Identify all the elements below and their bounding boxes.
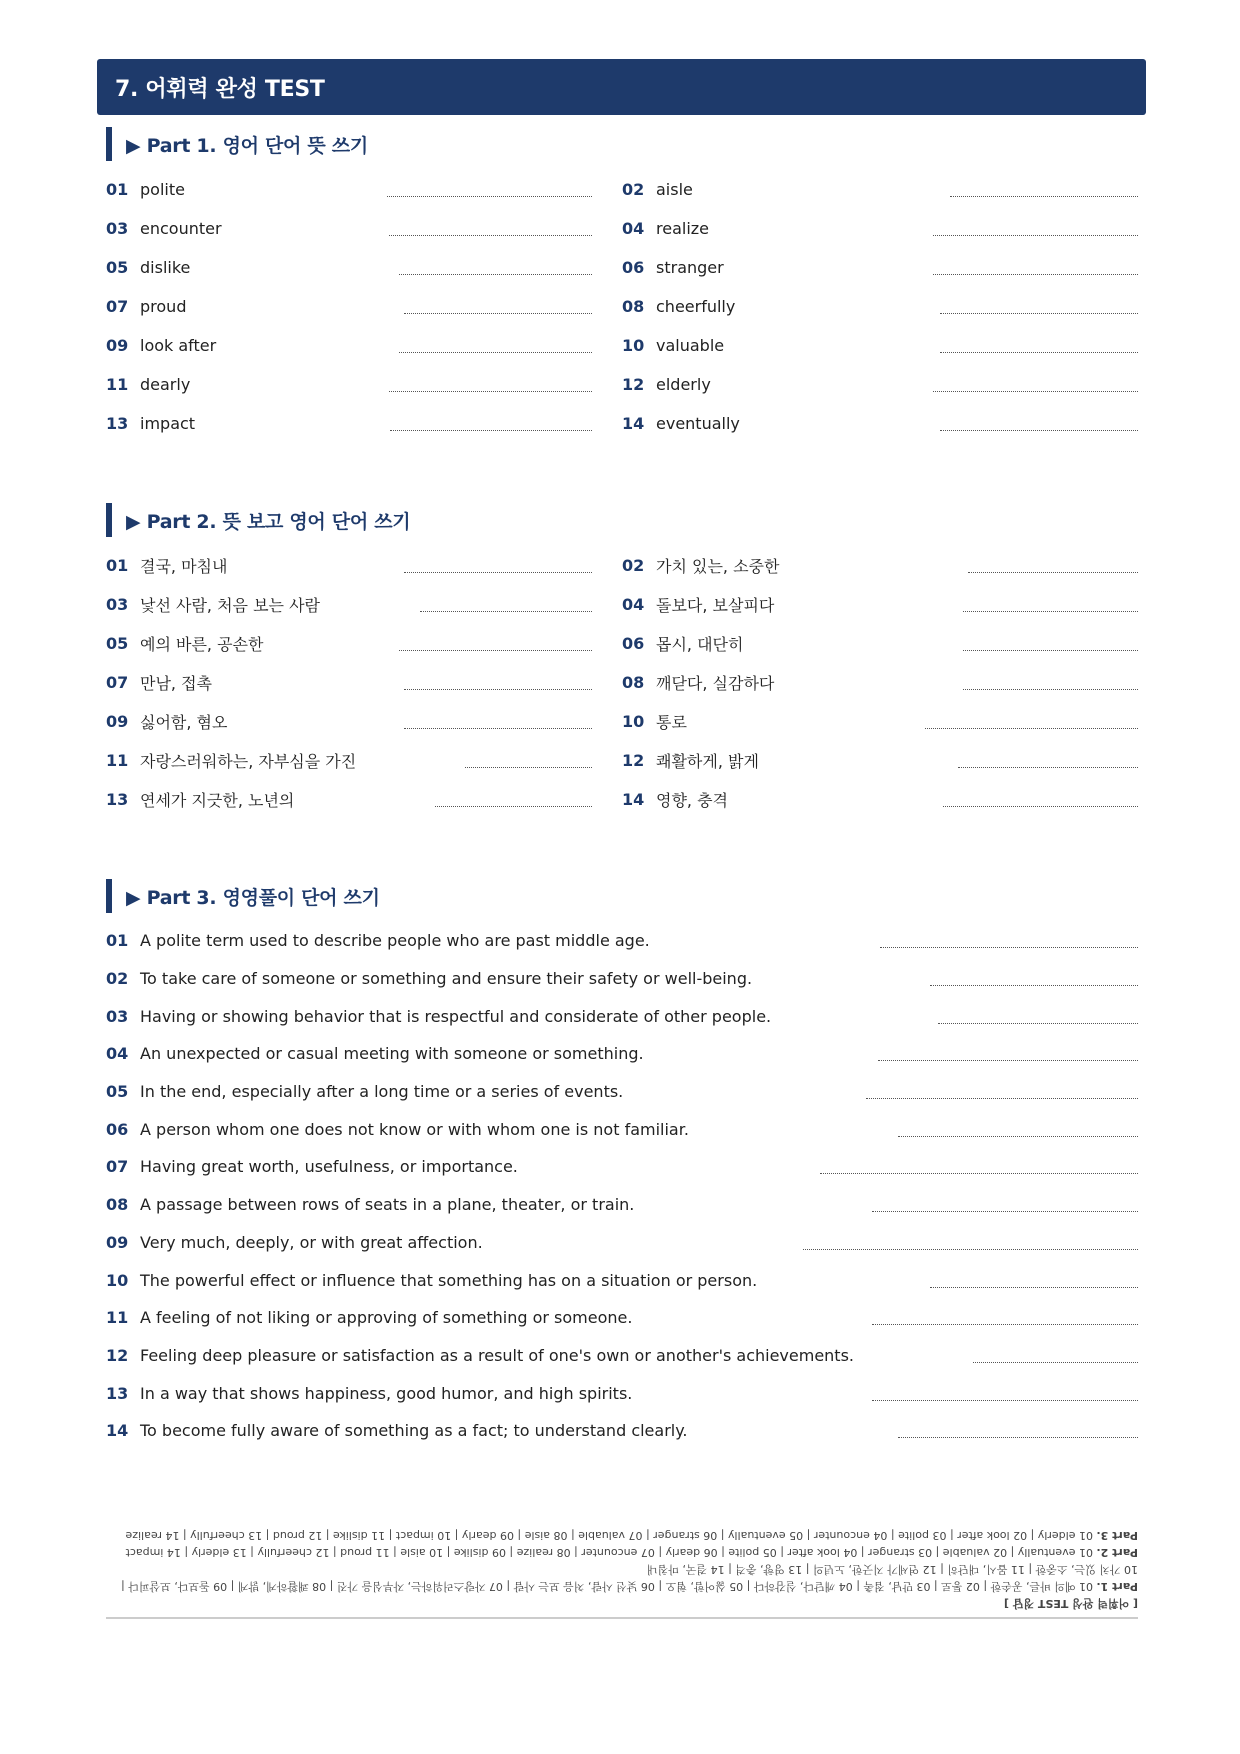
question-number: 09 <box>106 336 129 355</box>
answer-blank[interactable] <box>387 196 592 197</box>
answer-blank[interactable] <box>938 1023 1138 1024</box>
question-item <box>106 170 622 209</box>
definition-text: In a way that shows happiness, good humor, and high spirits. <box>140 1383 633 1403</box>
answer-blank[interactable] <box>940 430 1138 431</box>
question-number: 12 <box>622 751 645 770</box>
part2-grid <box>106 546 1138 819</box>
question-text: stranger <box>656 258 724 277</box>
question-number: 12 <box>622 375 645 394</box>
question-item <box>106 780 622 819</box>
answer-blank[interactable] <box>963 689 1138 690</box>
question-item <box>622 170 1138 209</box>
question-number: 11 <box>106 1308 129 1328</box>
question-number: 03 <box>106 1006 129 1026</box>
part1-title: ▶ Part 1. 영어 단어 뜻 쓰기 <box>106 127 368 161</box>
question-number: 10 <box>622 712 645 731</box>
question-item <box>106 248 622 287</box>
answer-part2-label: Part 2. <box>1096 1546 1138 1559</box>
definition-text: A polite term used to describe people who are past middle age. <box>140 931 650 951</box>
question-number: 11 <box>106 375 129 394</box>
part2-title: ▶ Part 2. 뜻 보고 영어 단어 쓰기 <box>106 503 410 537</box>
answer-blank[interactable] <box>872 1400 1138 1401</box>
answer-blank[interactable] <box>930 1287 1138 1288</box>
question-item <box>622 365 1138 404</box>
answer-blank[interactable] <box>940 313 1138 314</box>
question-item <box>622 209 1138 248</box>
question-text: 통로 <box>656 713 687 732</box>
question-item <box>106 960 1138 998</box>
answer-blank[interactable] <box>399 650 592 651</box>
question-item <box>106 365 622 404</box>
question-item <box>106 546 622 585</box>
question-number: 02 <box>106 969 129 989</box>
section-header <box>97 59 1146 115</box>
definition-text: A person whom one does not know or with whom one is not familiar. <box>140 1119 689 1139</box>
answer-blank[interactable] <box>390 430 592 431</box>
answer-blank[interactable] <box>930 985 1138 986</box>
question-number: 10 <box>106 1270 129 1290</box>
answer-blank[interactable] <box>866 1098 1138 1099</box>
definition-text: A feeling of not liking or approving of something or someone. <box>140 1308 633 1328</box>
answer-key <box>106 1510 1138 1612</box>
answer-blank[interactable] <box>933 235 1138 236</box>
answer-blank[interactable] <box>404 572 592 573</box>
question-number: 02 <box>622 180 645 199</box>
question-item <box>622 780 1138 819</box>
answer-blank[interactable] <box>898 1136 1138 1137</box>
question-text: eventually <box>656 414 740 433</box>
answer-blank[interactable] <box>958 767 1138 768</box>
question-text: 영향, 충격 <box>656 791 728 810</box>
question-item <box>106 997 1138 1035</box>
definition-text: Having great worth, usefulness, or importance. <box>140 1157 518 1177</box>
question-item <box>106 209 622 248</box>
question-text: 쾌활하게, 밝게 <box>656 752 759 771</box>
question-number: 08 <box>106 1195 129 1215</box>
question-text: 자랑스러워하는, 자부심을 가진 <box>140 752 357 771</box>
answer-blank[interactable] <box>420 611 592 612</box>
question-text: dearly <box>140 375 191 394</box>
bottom-divider <box>106 1617 1138 1619</box>
definition-text: A passage between rows of seats in a plane, theater, or train. <box>140 1195 635 1215</box>
part3-title: ▶ Part 3. 영영풀이 단어 쓰기 <box>106 879 380 913</box>
question-number: 14 <box>622 790 645 809</box>
question-item <box>622 404 1138 443</box>
question-number: 10 <box>622 336 645 355</box>
answer-blank[interactable] <box>933 274 1138 275</box>
question-number: 04 <box>622 219 645 238</box>
answer-blank[interactable] <box>872 1211 1138 1212</box>
question-text: dislike <box>140 258 191 277</box>
question-text: polite <box>140 180 185 199</box>
question-item <box>622 326 1138 365</box>
definition-text: In the end, especially after a long time or a series of events. <box>140 1082 624 1102</box>
answer-blank[interactable] <box>389 235 592 236</box>
answer-blank[interactable] <box>925 728 1138 729</box>
question-item <box>106 1073 1138 1111</box>
question-item <box>106 702 622 741</box>
answer-blank[interactable] <box>404 313 592 314</box>
question-number: 09 <box>106 712 129 731</box>
question-text: aisle <box>656 180 693 199</box>
question-number: 01 <box>106 556 129 575</box>
question-text: elderly <box>656 375 711 394</box>
question-text: cheerfully <box>656 297 736 316</box>
question-number: 05 <box>106 634 129 653</box>
answer-blank[interactable] <box>963 611 1138 612</box>
question-text: 낯선 사람, 처음 보는 사람 <box>140 596 320 615</box>
question-item <box>106 1299 1138 1337</box>
question-item <box>106 624 622 663</box>
question-item <box>106 1374 1138 1412</box>
question-number: 01 <box>106 180 129 199</box>
question-text: encounter <box>140 219 222 238</box>
definition-text: The powerful effect or influence that something has on a situation or person. <box>140 1270 758 1290</box>
answer-blank[interactable] <box>963 650 1138 651</box>
question-number: 13 <box>106 1383 129 1403</box>
question-text: 결국, 마침내 <box>140 557 228 576</box>
part1-grid <box>106 170 1138 443</box>
question-text: look after <box>140 336 217 355</box>
answer-blank[interactable] <box>898 1437 1138 1438</box>
answer-key-title: [ 어휘력 완성 TEST 정답 ] <box>1003 1597 1138 1610</box>
question-item <box>622 741 1138 780</box>
question-number: 02 <box>622 556 645 575</box>
question-item <box>106 1261 1138 1299</box>
question-number: 12 <box>106 1345 129 1365</box>
question-item <box>622 624 1138 663</box>
definition-text: An unexpected or casual meeting with someone or something. <box>140 1044 644 1064</box>
question-number: 08 <box>622 297 645 316</box>
answer-blank[interactable] <box>933 391 1138 392</box>
answer-part2-text: 01 eventually | 02 valuable | 03 stranger | 04 look after | 05 polite | 06 dearly | 07 encounter | 08 realize | 09 dislike | 10 aisle | 11 proud | 12 cheerfully | 13 elderly | 14 impact <box>125 1546 1093 1559</box>
answer-part3-label: Part 3. <box>1096 1529 1138 1542</box>
question-item <box>106 1412 1138 1450</box>
answer-key-part1 <box>106 1561 1138 1595</box>
answer-blank[interactable] <box>878 1060 1138 1061</box>
question-text: 연세가 지긋한, 노년의 <box>140 791 295 810</box>
question-number: 14 <box>106 1421 129 1441</box>
answer-blank[interactable] <box>940 352 1138 353</box>
question-item <box>106 1186 1138 1224</box>
question-text: 몹시, 대단히 <box>656 635 744 654</box>
question-item <box>622 663 1138 702</box>
definition-text: To take care of someone or something and ensure their safety or well-being. <box>140 969 753 989</box>
question-item <box>106 287 622 326</box>
question-text: 싫어함, 혐오 <box>140 713 228 732</box>
question-item <box>106 1110 1138 1148</box>
answer-blank[interactable] <box>404 689 592 690</box>
answer-blank[interactable] <box>880 947 1138 948</box>
question-number: 06 <box>106 1119 129 1139</box>
question-number: 07 <box>106 1157 129 1177</box>
answer-blank[interactable] <box>389 391 592 392</box>
question-number: 13 <box>106 790 129 809</box>
part3-list <box>106 922 1138 1450</box>
answer-blank[interactable] <box>973 1362 1138 1363</box>
question-number: 14 <box>622 414 645 433</box>
answer-blank[interactable] <box>968 572 1138 573</box>
question-item <box>622 585 1138 624</box>
question-text: 만남, 접촉 <box>140 674 212 693</box>
answer-blank[interactable] <box>872 1324 1138 1325</box>
answer-key-part3 <box>106 1527 1138 1544</box>
question-text: 깨닫다, 실감하다 <box>656 674 775 693</box>
question-number: 03 <box>106 595 129 614</box>
question-item <box>106 326 622 365</box>
answer-blank[interactable] <box>465 767 592 768</box>
question-number: 09 <box>106 1232 129 1252</box>
question-item <box>106 922 1138 960</box>
answer-blank[interactable] <box>950 196 1138 197</box>
question-item <box>106 1224 1138 1262</box>
question-item <box>622 287 1138 326</box>
question-item <box>106 404 622 443</box>
definition-text: Very much, deeply, or with great affection. <box>140 1232 483 1252</box>
answer-blank[interactable] <box>435 806 592 807</box>
question-number: 05 <box>106 1082 129 1102</box>
answer-part1-text: 01 예의 바른, 공손한 | 02 통로 | 03 만남, 접촉 | 04 깨닫다, 실감하다 | 05 싫어함, 혐오 | 06 낯선 사람, 처음 보는 사람 | 07 자랑스러워하는, 자부심을 가진 | 08 쾌활하게, 밝게 | 09 돌보다, 보살피다 | 10 가치 있는, 소중한 | 11 몹시, 대단히 | 12 연세가 지긋한, 노년의 | 13 영향, 충격 | 14 결국, 마침내 <box>121 1563 1138 1593</box>
question-number: 08 <box>622 673 645 692</box>
definition-text: Feeling deep pleasure or satisfaction as a result of one's own or another's achievements. <box>140 1345 854 1365</box>
question-text: 가치 있는, 소중한 <box>656 557 780 576</box>
question-item <box>622 248 1138 287</box>
question-text: 돌보다, 보살피다 <box>656 596 775 615</box>
question-number: 11 <box>106 751 129 770</box>
question-item <box>106 741 622 780</box>
question-number: 06 <box>622 634 645 653</box>
question-text: valuable <box>656 336 725 355</box>
question-item <box>106 1337 1138 1375</box>
question-number: 13 <box>106 414 129 433</box>
question-item <box>106 585 622 624</box>
question-number: 07 <box>106 673 129 692</box>
page-title: 7. 어휘력 완성 TEST <box>115 76 325 102</box>
answer-blank[interactable] <box>820 1173 1138 1174</box>
question-item <box>622 702 1138 741</box>
question-number: 04 <box>106 1044 129 1064</box>
question-item <box>106 1148 1138 1186</box>
question-number: 07 <box>106 297 129 316</box>
question-item <box>106 663 622 702</box>
question-number: 05 <box>106 258 129 277</box>
answer-part1-label: Part 1. <box>1096 1580 1138 1593</box>
definition-text: To become fully aware of something as a fact; to understand clearly. <box>140 1421 688 1441</box>
question-number: 06 <box>622 258 645 277</box>
answer-part3-text: 01 elderly | 02 look after | 03 polite | 04 encounter | 05 eventually | 06 stranger | 07 valuable | 08 aisle | 09 dearly | 10 impact | 11 dislike | 12 proud | 13 cheerfully | 14 realize <box>125 1529 1093 1542</box>
question-text: proud <box>140 297 187 316</box>
answer-key-part2 <box>106 1544 1138 1561</box>
question-number: 04 <box>622 595 645 614</box>
definition-text: Having or showing behavior that is respectful and considerate of other people. <box>140 1006 772 1026</box>
answer-blank[interactable] <box>399 352 592 353</box>
question-item <box>106 1035 1138 1073</box>
question-number: 03 <box>106 219 129 238</box>
question-number: 01 <box>106 931 129 951</box>
question-item <box>622 546 1138 585</box>
question-text: realize <box>656 219 710 238</box>
answer-blank[interactable] <box>404 728 592 729</box>
question-text: 예의 바른, 공손한 <box>140 635 264 654</box>
answer-blank[interactable] <box>943 806 1138 807</box>
question-text: impact <box>140 414 196 433</box>
answer-blank[interactable] <box>803 1249 1138 1250</box>
answer-blank[interactable] <box>399 274 592 275</box>
